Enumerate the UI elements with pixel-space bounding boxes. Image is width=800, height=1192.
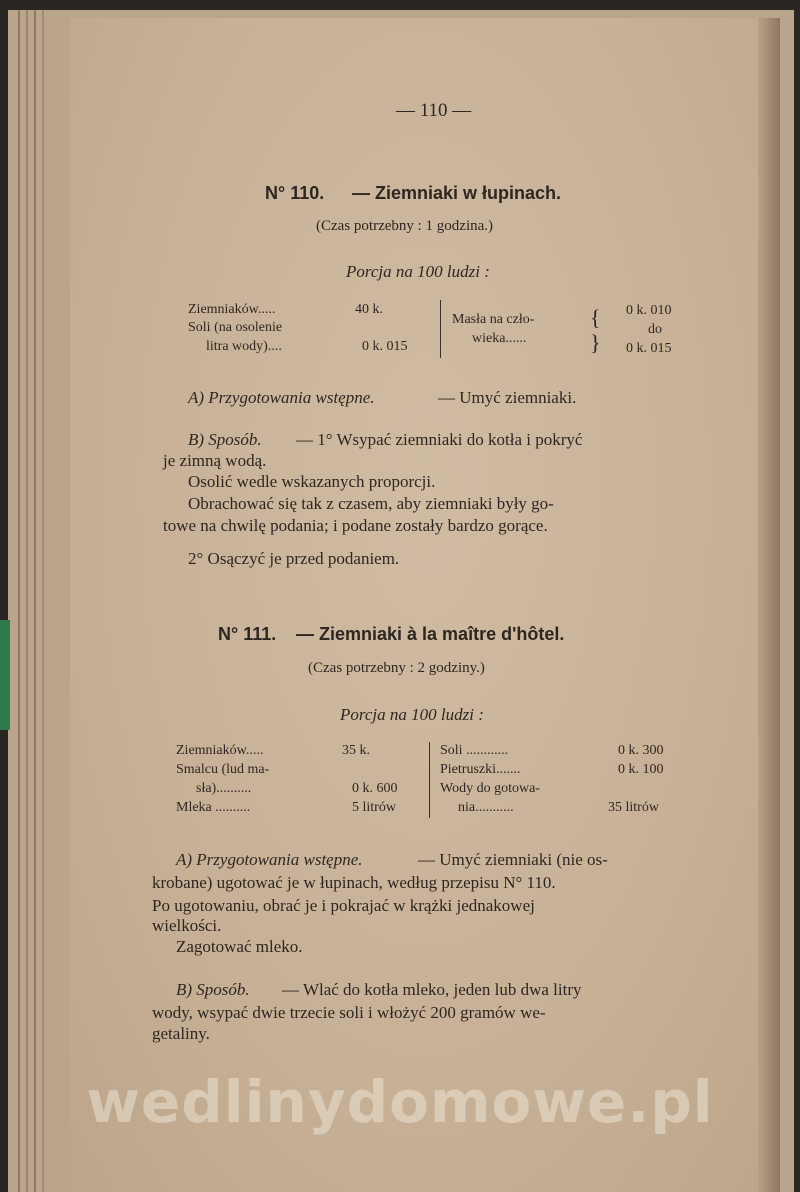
r110-method-line-1: je zimną wodą. [163,451,267,470]
recipe-110-title: — Ziemniaki w łupinach. [352,183,562,203]
r111-table-divider [429,742,430,818]
r110-method-line-2: Osolić wedle wskazanych proporcji. [188,472,436,491]
recipe-110-time: (Czas potrzebny : 1 godzina.) [316,218,494,234]
r110-left-qty-0: 40 k. [355,302,383,317]
recipe-111-portion: Porcja na 100 ludzi : [340,705,484,724]
r110-prep-label: A) Przygotowania wstępne. [188,388,375,407]
r111-right-name-0: Soli ............ [440,743,509,758]
r111-left-name-0: Ziemniaków..... [176,743,264,758]
r111-method-line-0: — Wlać do kotła mleko, jeden lub dwa litry [282,980,582,999]
r111-method-label: B) Sposób. [176,980,250,999]
r111-prep-line-0: — Umyć ziemniaki (nie os- [418,850,608,869]
recipe-110-number: N° 110. [265,183,325,203]
r111-right-name-2: Wody do gotowa- [440,781,540,796]
r110-table-divider [440,300,441,358]
r111-left-qty-3: 5 litrów [352,800,396,815]
r111-right-qty-1: 0 k. 100 [618,762,664,777]
r110-brace-top: { [590,305,601,330]
r110-left-qty-2: 0 k. 015 [362,339,408,354]
r110-right-qty-line2: do [648,322,662,337]
r111-prep-line-1: krobane) ugotować je w łupinach, według przepisu N° 110. [152,873,556,892]
r111-prep-line-2: Po ugotowaniu, obrać je i pokrajać w krążki jednakowej [152,896,535,915]
r110-method-label: B) Sposób. [188,430,262,449]
r110-prep-text: — Umyć ziemniaki. [438,388,577,407]
r111-method-line-2: getaliny. [152,1024,210,1043]
r111-right-name-1: Pietruszki....... [440,762,521,777]
r111-left-name-1: Smalcu (lud ma- [176,762,270,777]
r111-prep-line-4: Zagotować mleko. [176,937,303,956]
r110-method-line-4: towe na chwilę podania; i podane zostały bardzo gorące. [163,516,548,535]
r111-method-line-1: wody, wsypać dwie trzecie soli i włożyć 200 gramów we- [152,1003,546,1022]
r110-method-line-3: Obrachować się tak z czasem, aby ziemniaki były go- [188,494,554,513]
r110-left-name-2: litra wody).... [206,339,282,354]
r111-right-qty-0: 0 k. 300 [618,743,664,758]
recipe-110-portion: Porcja na 100 ludzi : [346,262,490,281]
r110-right-qty-line1: 0 k. 010 [626,303,672,318]
watermark: wedlinydomowe.pl [86,1068,714,1136]
r110-method-line-5: 2° Osączyć je przed podaniem. [188,549,400,568]
r110-right-qty-line3: 0 k. 015 [626,341,672,356]
r110-left-name-1: Soli (na osolenie [188,320,283,335]
r111-prep-line-3: wielkości. [152,916,222,935]
page-number: — 110 — [396,100,472,121]
recipe-111-time: (Czas potrzebny : 2 godziny.) [308,660,485,676]
recipe-111-number: N° 111. [218,624,277,644]
r111-right-name-3: nia........... [458,800,514,815]
r110-left-name-0: Ziemniaków..... [188,302,276,317]
r111-left-qty-0: 35 k. [342,743,370,758]
r110-right-name-line2: wieka...... [472,331,527,346]
r111-left-qty-2: 0 k. 600 [352,781,398,796]
bookmark-tab [0,620,10,730]
r111-left-name-2: sła).......... [196,781,252,796]
page-gutter [758,18,780,1192]
r110-method-line-0: — 1° Wsypać ziemniaki do kotła i pokryć [296,430,583,449]
r111-right-qty-3: 35 litrów [608,800,659,815]
r110-right-name-line1: Masła na czło- [452,312,535,327]
r111-prep-label: A) Przygotowania wstępne. [176,850,363,869]
r110-brace-bottom: } [590,330,601,355]
recipe-111-title: — Ziemniaki à la maître d'hôtel. [296,624,565,644]
r111-left-name-3: Mleka .......... [176,800,251,815]
